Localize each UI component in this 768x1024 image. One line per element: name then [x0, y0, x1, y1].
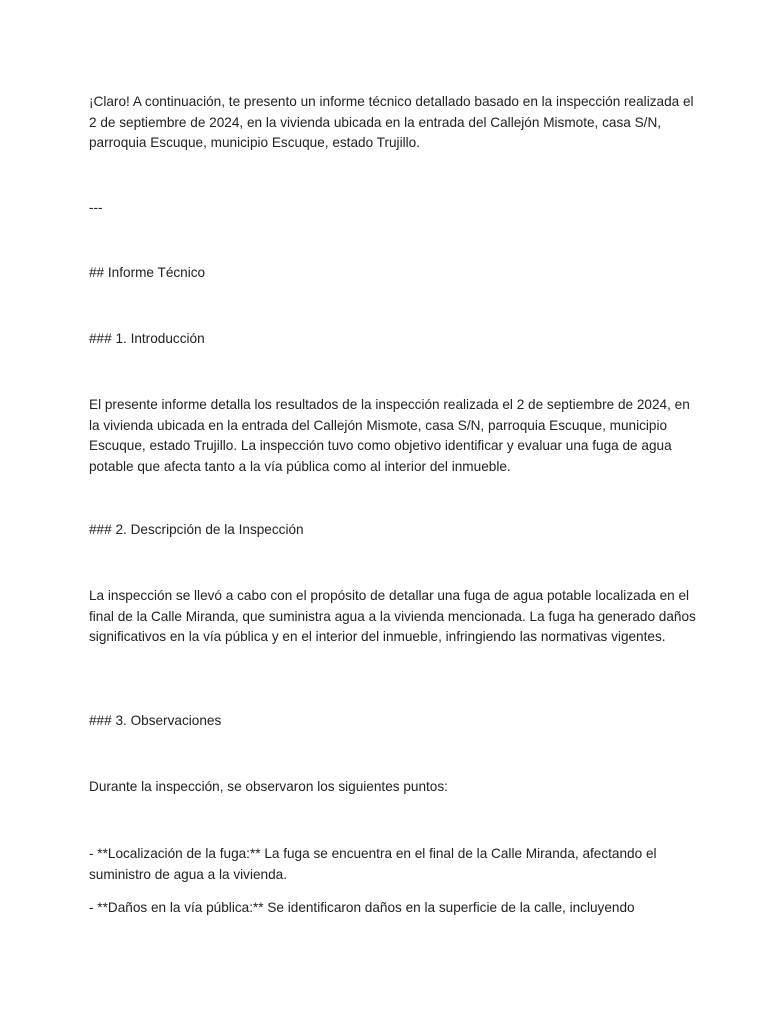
list-item: - **Localización de la fuga:** La fuga se encuentra en el final de la Calle Miranda, afectando el suministro de agua a la vivienda. [89, 846, 657, 882]
separator-line: --- [89, 200, 103, 215]
section3-lead: Durante la inspección, se observaron los siguientes puntos: [89, 779, 448, 794]
report-heading: ## Informe Técnico [89, 265, 206, 280]
intro-paragraph: ¡Claro! A continuación, te presento un informe técnico detallado basado en la inspección realizada el 2 de septiembre de 2024, en la vivienda ubicada en la entrada del Callejón Mismote, casa S/N, parroquia Escuque, municipio Escuque, estado Trujillo. [89, 94, 694, 151]
list-item: - **Daños en la vía pública:** Se identificaron daños en la superficie de la calle, incluyendo [89, 900, 635, 915]
section1-heading: ### 1. Introducción [89, 331, 205, 346]
section2-body: La inspección se llevó a cabo con el propósito de detallar una fuga de agua potable localizada en el final de la Calle Miranda, que suministra agua a la vivienda mencionada. La fuga ha generado daños significativos en la vía pública y en el interior del inmueble, infringiendo las normativas vigentes. [89, 588, 696, 645]
section1-body: El presente informe detalla los resultados de la inspección realizada el 2 de septiembre de 2024, en la vivienda ubicada en la entrada del Callejón Mismote, casa S/N, parroquia Escuque, municipio Escuque, estado Trujillo. La inspección tuvo como objetivo identificar y evaluar una fuga de agua potable que afecta tanto a la vía pública como al interior del inmueble. [89, 397, 690, 474]
section3-heading: ### 3. Observaciones [89, 713, 222, 728]
section2-heading: ### 2. Descripción de la Inspección [89, 522, 304, 537]
